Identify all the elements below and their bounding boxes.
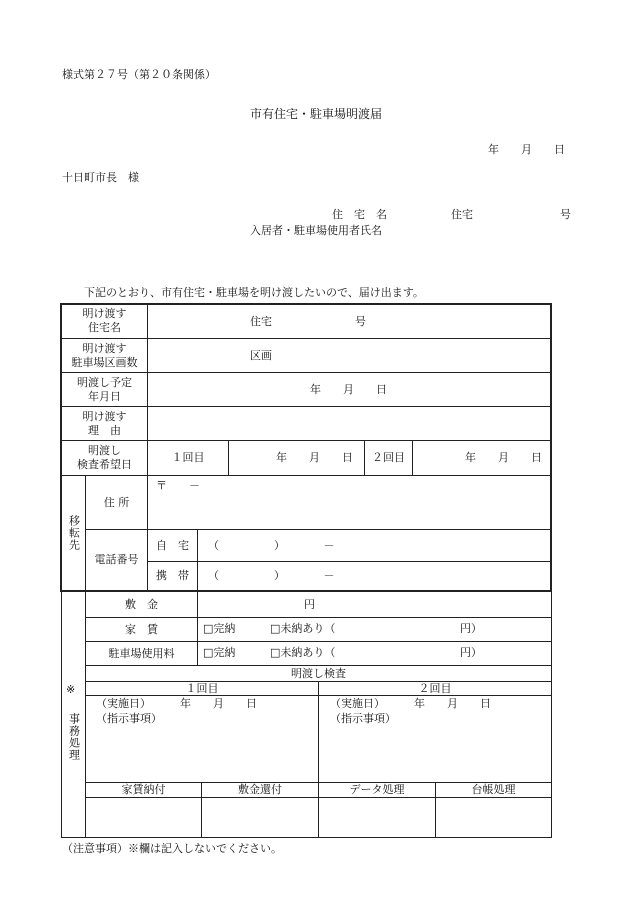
form-title: 市有住宅・駐車場明渡届 (250, 107, 383, 121)
label-phone: 電話番号 (94, 553, 139, 566)
residence-number-unit: 号 (355, 315, 366, 328)
inspection-second-date: 年 月 日 (465, 451, 542, 464)
form-number: 様式第２７号（第２０条関係） (62, 68, 216, 81)
label-home-phone: 自 宅 (156, 538, 189, 552)
mobile-phone-format: （ ） － (208, 569, 335, 582)
data-processing-header: データ処理 (349, 783, 405, 796)
inspection-first-date: 年 月 日 (276, 451, 353, 464)
residence-suffix-number: 号 (560, 208, 571, 221)
first-impl-ymd: 年 月 日 (180, 697, 257, 710)
date-line: 年 月 日 (488, 143, 565, 156)
label-parking-count: 明け渡す 駐車場区画数 (71, 341, 138, 369)
footer-note: （注意事項）※欄は記入しないでください。 (62, 842, 282, 855)
label-planned-date: 明渡し予定 年月日 (77, 375, 132, 403)
deposit-unit: 円 (304, 598, 315, 611)
first-instructions-label: （指示事項） (96, 712, 162, 725)
office-first-label: １回目 (185, 681, 219, 695)
inspection-first-label: １回目 (171, 451, 205, 464)
deposit-refund-header: 敷金還付 (238, 783, 282, 796)
addressee: 十日町市長 様 (62, 171, 139, 184)
office-mark: ※ (66, 683, 76, 696)
rent-payment-header: 家賃納付 (121, 783, 166, 796)
rent-label: 家 賃 (125, 622, 158, 636)
label-address: 住 所 (103, 495, 130, 509)
label-mobile-phone: 携 帯 (156, 569, 189, 582)
postal-mark: 〒 － (156, 479, 200, 492)
parking-paid-checkbox[interactable]: □完納 (203, 646, 236, 659)
residence-suffix-house: 住宅 (451, 208, 473, 221)
label-inspection-date: 明渡し 検査希望日 (77, 444, 132, 471)
second-impl-date-label: （実施日） (330, 697, 385, 710)
deposit-label: 敷 金 (125, 598, 158, 611)
label-relocation: 移転先 (67, 515, 81, 551)
parking-count-unit: 区画 (250, 349, 272, 362)
planned-date-value: 年 月 日 (310, 383, 387, 396)
office-label: 事務処理 (67, 713, 81, 761)
parking-unpaid-unit: 円） (460, 646, 482, 659)
intro-text: 下記のとおり、市有住宅・駐車場を明け渡したいので、届け出ます。 (84, 286, 424, 299)
home-phone-format: （ ） － (208, 539, 335, 552)
rent-unpaid-checkbox[interactable]: □未納あり（ (270, 622, 336, 635)
office-second-label: ２回目 (418, 681, 452, 695)
label-residence: 明け渡す 住宅名 (82, 307, 127, 334)
parking-fee-label: 駐車場使用料 (108, 646, 175, 660)
parking-unpaid-checkbox[interactable]: □未納あり（ (270, 646, 336, 659)
inspection-header: 明渡し検査 (291, 666, 346, 680)
rent-paid-checkbox[interactable]: □完納 (203, 622, 236, 635)
applicant-label: 入居者・駐車場使用者氏名 (250, 224, 382, 237)
second-instructions-label: （指示事項） (330, 712, 396, 725)
rent-unpaid-unit: 円） (460, 622, 482, 635)
residence-name-label: 住 宅 名 (332, 208, 387, 221)
label-reason: 明け渡す 理 由 (82, 409, 127, 437)
reason-field[interactable] (149, 408, 549, 439)
inspection-second-label: ２回目 (372, 451, 405, 464)
second-impl-ymd: 年 月 日 (414, 697, 491, 710)
residence-house-unit: 住宅 (250, 315, 272, 328)
first-impl-date-label: （実施日） (96, 697, 151, 710)
ledger-processing-header: 台帳処理 (471, 783, 516, 796)
